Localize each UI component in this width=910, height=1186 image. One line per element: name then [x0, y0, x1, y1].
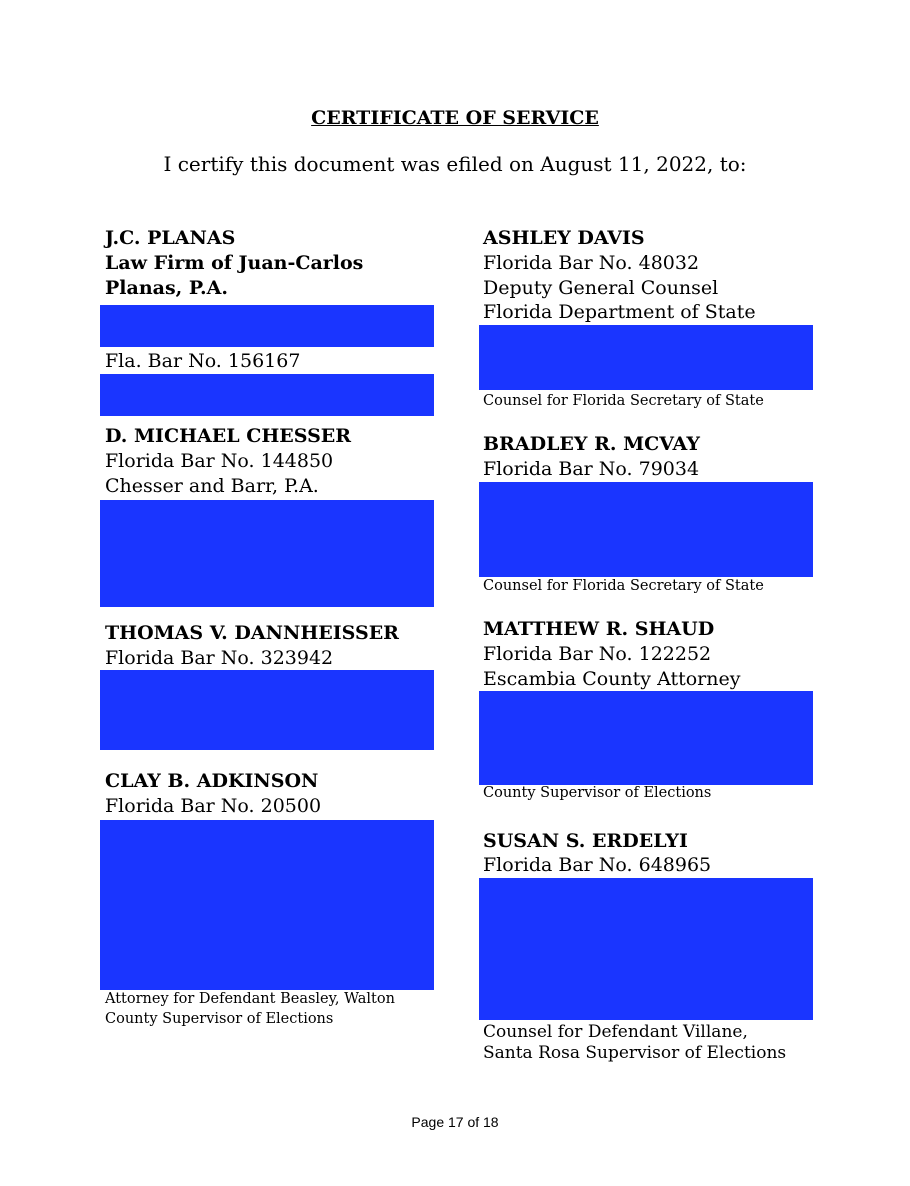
planas-firm-line2: Planas, P.A. [105, 277, 228, 299]
adkinson-role-line1: Attorney for Defendant Beasley, Walton [105, 991, 395, 1007]
adkinson-role-line2: County Supervisor of Elections [105, 1011, 334, 1027]
planas-firm-line1: Law Firm of Juan-Carlos [105, 252, 364, 274]
shaud-title: Escambia County Attorney [483, 668, 741, 690]
davis-bar-number: Florida Bar No. 48032 [483, 252, 700, 274]
erdelyi-role-line1: Counsel for Defendant Villane, [483, 1022, 748, 1042]
adkinson-name: CLAY B. ADKINSON [105, 770, 319, 792]
adkinson-bar-number: Florida Bar No. 20500 [105, 795, 322, 817]
planas-bar-number: Fla. Bar No. 156167 [105, 350, 301, 372]
chesser-firm: Chesser and Barr, P.A. [105, 475, 319, 497]
redaction-block [100, 500, 434, 607]
certification-statement: I certify this document was efiled on August 11, 2022, to: [163, 152, 747, 176]
redaction-block [479, 325, 813, 390]
chesser-bar-number: Florida Bar No. 144850 [105, 450, 334, 472]
redaction-block [479, 482, 813, 577]
davis-role: Counsel for Florida Secretary of State [483, 393, 764, 409]
mcvay-role: Counsel for Florida Secretary of State [483, 578, 764, 594]
page-heading: CERTIFICATE OF SERVICE [311, 107, 599, 129]
shaud-name: MATTHEW R. SHAUD [483, 618, 715, 640]
redaction-block [100, 670, 434, 750]
dannheisser-bar-number: Florida Bar No. 323942 [105, 647, 334, 669]
erdelyi-name: SUSAN S. ERDELYI [483, 830, 688, 852]
redaction-block [100, 305, 434, 347]
redaction-block [479, 691, 813, 785]
davis-name: ASHLEY DAVIS [483, 227, 645, 249]
davis-org: Florida Department of State [483, 301, 756, 323]
chesser-name: D. MICHAEL CHESSER [105, 425, 352, 447]
shaud-bar-number: Florida Bar No. 122252 [483, 643, 712, 665]
redaction-block [479, 878, 813, 1020]
mcvay-bar-number: Florida Bar No. 79034 [483, 458, 700, 480]
shaud-role: County Supervisor of Elections [483, 785, 712, 801]
redaction-block [100, 820, 434, 990]
davis-title: Deputy General Counsel [483, 277, 719, 299]
page-number: Page 17 of 18 [411, 1114, 499, 1130]
dannheisser-name: THOMAS V. DANNHEISSER [105, 622, 399, 644]
erdelyi-bar-number: Florida Bar No. 648965 [483, 854, 712, 876]
erdelyi-role-line2: Santa Rosa Supervisor of Elections [483, 1043, 787, 1063]
planas-name: J.C. PLANAS [105, 227, 236, 249]
mcvay-name: BRADLEY R. MCVAY [483, 433, 700, 455]
redaction-block [100, 374, 434, 416]
